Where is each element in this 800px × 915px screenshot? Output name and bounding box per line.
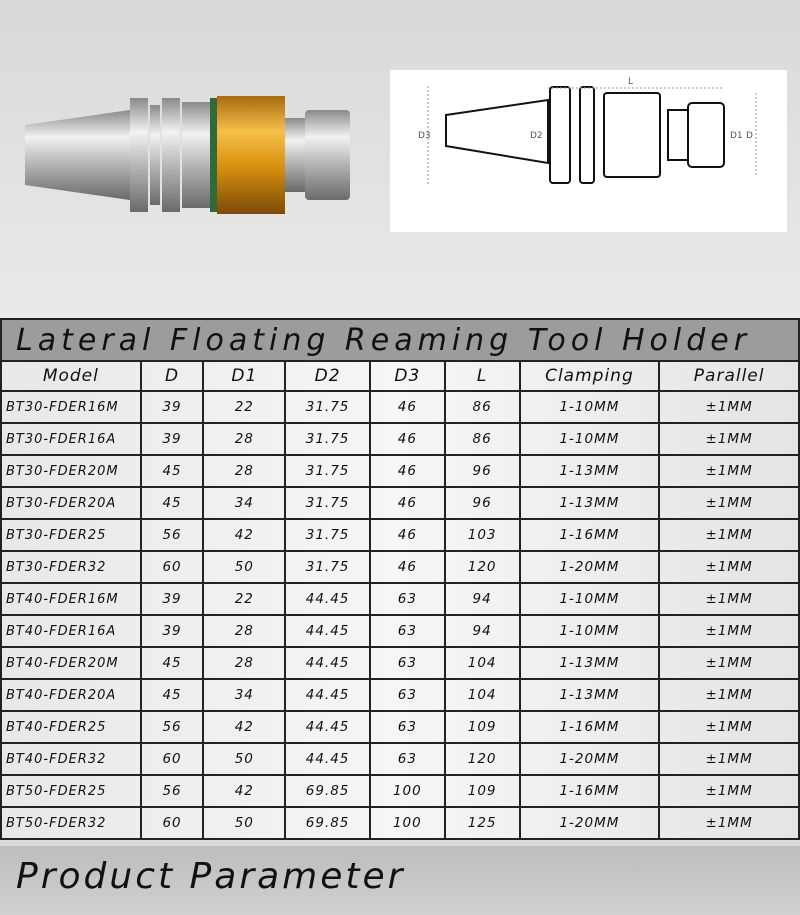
table-cell: 34 bbox=[203, 487, 285, 519]
column-header: D3 bbox=[370, 361, 445, 391]
table-cell: 60 bbox=[141, 807, 204, 839]
table-cell: 34 bbox=[203, 679, 285, 711]
table-cell: 28 bbox=[203, 423, 285, 455]
model-cell: BT40-FDER20M bbox=[1, 647, 141, 679]
model-cell: BT40-FDER32 bbox=[1, 743, 141, 775]
table-cell: 22 bbox=[203, 583, 285, 615]
table-cell: 1-20MM bbox=[520, 807, 660, 839]
model-cell: BT30-FDER16A bbox=[1, 423, 141, 455]
table-cell: 109 bbox=[445, 711, 520, 743]
table-cell: ±1MM bbox=[659, 391, 799, 423]
table-cell: 125 bbox=[445, 807, 520, 839]
label-D: D bbox=[746, 131, 753, 141]
table-cell: ±1MM bbox=[659, 615, 799, 647]
table-cell: 31.75 bbox=[285, 391, 370, 423]
table-cell: 46 bbox=[370, 487, 445, 519]
table-cell: 1-13MM bbox=[520, 679, 660, 711]
table-row bbox=[1, 423, 799, 455]
table-cell: 1-10MM bbox=[520, 615, 660, 647]
model-cell: BT50-FDER25 bbox=[1, 775, 141, 807]
column-header: L bbox=[445, 361, 520, 391]
table-cell: 31.75 bbox=[285, 487, 370, 519]
table-cell: 28 bbox=[203, 455, 285, 487]
table-cell: 69.85 bbox=[285, 807, 370, 839]
table-cell: 31.75 bbox=[285, 551, 370, 583]
table-cell: 28 bbox=[203, 615, 285, 647]
table-row bbox=[1, 679, 799, 711]
table-cell: 1-10MM bbox=[520, 583, 660, 615]
column-header: D1 bbox=[203, 361, 285, 391]
table-cell: 46 bbox=[370, 519, 445, 551]
table-cell: ±1MM bbox=[659, 711, 799, 743]
table-cell: 28 bbox=[203, 647, 285, 679]
column-header: D bbox=[141, 361, 204, 391]
table-cell: 1-20MM bbox=[520, 551, 660, 583]
table-cell: 44.45 bbox=[285, 711, 370, 743]
label-D1: D1 bbox=[730, 131, 743, 141]
table-row bbox=[1, 647, 799, 679]
table-cell: 63 bbox=[370, 743, 445, 775]
table-cell: 46 bbox=[370, 423, 445, 455]
table-cell: 63 bbox=[370, 647, 445, 679]
model-cell: BT40-FDER25 bbox=[1, 711, 141, 743]
table-row bbox=[1, 519, 799, 551]
footer-title: Product Parameter bbox=[16, 856, 406, 897]
table-cell: 103 bbox=[445, 519, 520, 551]
table-cell: 94 bbox=[445, 615, 520, 647]
table-cell: 104 bbox=[445, 679, 520, 711]
table-cell: 60 bbox=[141, 743, 204, 775]
tool-holder-photo bbox=[20, 80, 380, 230]
table-cell: 56 bbox=[141, 711, 204, 743]
table-cell: 63 bbox=[370, 583, 445, 615]
table-cell: 1-16MM bbox=[520, 711, 660, 743]
table-cell: 42 bbox=[203, 775, 285, 807]
table-cell: 1-13MM bbox=[520, 487, 660, 519]
table-cell: 39 bbox=[141, 615, 204, 647]
table-row bbox=[1, 711, 799, 743]
table-cell: 63 bbox=[370, 711, 445, 743]
model-cell: BT30-FDER25 bbox=[1, 519, 141, 551]
table-row bbox=[1, 743, 799, 775]
model-cell: BT40-FDER16M bbox=[1, 583, 141, 615]
table-cell: 44.45 bbox=[285, 743, 370, 775]
label-L: L bbox=[628, 77, 634, 87]
table-cell: 39 bbox=[141, 423, 204, 455]
table-cell: 120 bbox=[445, 551, 520, 583]
table-cell: 69.85 bbox=[285, 775, 370, 807]
table-cell: 94 bbox=[445, 583, 520, 615]
table-cell: 39 bbox=[141, 583, 204, 615]
table-cell: 1-10MM bbox=[520, 423, 660, 455]
dimension-drawing bbox=[390, 70, 787, 232]
table-cell: 1-10MM bbox=[520, 391, 660, 423]
table-cell: 104 bbox=[445, 647, 520, 679]
table-cell: 86 bbox=[445, 391, 520, 423]
footer-banner bbox=[0, 846, 800, 915]
table-cell: ±1MM bbox=[659, 583, 799, 615]
table-cell: 56 bbox=[141, 775, 204, 807]
model-cell: BT40-FDER20A bbox=[1, 679, 141, 711]
table-cell: 50 bbox=[203, 743, 285, 775]
model-cell: BT30-FDER20M bbox=[1, 455, 141, 487]
table-cell: 1-20MM bbox=[520, 743, 660, 775]
model-cell: BT30-FDER20A bbox=[1, 487, 141, 519]
table-cell: 46 bbox=[370, 455, 445, 487]
table-cell: 31.75 bbox=[285, 423, 370, 455]
table-cell: 44.45 bbox=[285, 583, 370, 615]
spec-table bbox=[0, 318, 800, 840]
table-row bbox=[1, 615, 799, 647]
table-cell: 1-13MM bbox=[520, 455, 660, 487]
table-cell: 42 bbox=[203, 519, 285, 551]
table-cell: 44.45 bbox=[285, 647, 370, 679]
table-cell: 100 bbox=[370, 775, 445, 807]
table-cell: 45 bbox=[141, 647, 204, 679]
table-cell: 44.45 bbox=[285, 615, 370, 647]
table-row bbox=[1, 455, 799, 487]
table-cell: 96 bbox=[445, 487, 520, 519]
table-cell: ±1MM bbox=[659, 423, 799, 455]
model-cell: BT30-FDER16M bbox=[1, 391, 141, 423]
column-header: Clamping bbox=[520, 361, 660, 391]
table-cell: 109 bbox=[445, 775, 520, 807]
table-cell: 44.45 bbox=[285, 679, 370, 711]
table-row bbox=[1, 551, 799, 583]
table-row bbox=[1, 487, 799, 519]
table-cell: 96 bbox=[445, 455, 520, 487]
table-cell: 39 bbox=[141, 391, 204, 423]
table-cell: ±1MM bbox=[659, 455, 799, 487]
label-D2: D2 bbox=[530, 131, 543, 141]
table-cell: ±1MM bbox=[659, 487, 799, 519]
column-header: Model bbox=[1, 361, 141, 391]
table-cell: ±1MM bbox=[659, 743, 799, 775]
model-cell: BT30-FDER32 bbox=[1, 551, 141, 583]
table-cell: 50 bbox=[203, 551, 285, 583]
table-cell: 63 bbox=[370, 615, 445, 647]
table-cell: 22 bbox=[203, 391, 285, 423]
table-cell: ±1MM bbox=[659, 647, 799, 679]
model-cell: BT50-FDER32 bbox=[1, 807, 141, 839]
table-cell: 31.75 bbox=[285, 519, 370, 551]
table-cell: 45 bbox=[141, 455, 204, 487]
table-cell: ±1MM bbox=[659, 807, 799, 839]
table-cell: 42 bbox=[203, 711, 285, 743]
table-row bbox=[1, 807, 799, 839]
table-cell: 45 bbox=[141, 679, 204, 711]
label-D3: D3 bbox=[418, 131, 431, 141]
table-cell: 56 bbox=[141, 519, 204, 551]
table-cell: 1-13MM bbox=[520, 647, 660, 679]
table-row bbox=[1, 775, 799, 807]
column-header: D2 bbox=[285, 361, 370, 391]
table-cell: 50 bbox=[203, 807, 285, 839]
table-cell: 1-16MM bbox=[520, 775, 660, 807]
table-cell: ±1MM bbox=[659, 775, 799, 807]
table-cell: 100 bbox=[370, 807, 445, 839]
table-row bbox=[1, 391, 799, 423]
table-cell: ±1MM bbox=[659, 551, 799, 583]
table-cell: 46 bbox=[370, 551, 445, 583]
table-cell: 86 bbox=[445, 423, 520, 455]
table-title: Lateral Floating Reaming Tool Holder bbox=[1, 319, 799, 361]
table-cell: 46 bbox=[370, 391, 445, 423]
table-cell: ±1MM bbox=[659, 679, 799, 711]
table-cell: 60 bbox=[141, 551, 204, 583]
table-row bbox=[1, 583, 799, 615]
column-header: Parallel bbox=[659, 361, 799, 391]
table-cell: ±1MM bbox=[659, 519, 799, 551]
model-cell: BT40-FDER16A bbox=[1, 615, 141, 647]
table-cell: 63 bbox=[370, 679, 445, 711]
table-cell: 31.75 bbox=[285, 455, 370, 487]
table-cell: 120 bbox=[445, 743, 520, 775]
table-cell: 45 bbox=[141, 487, 204, 519]
table-cell: 1-16MM bbox=[520, 519, 660, 551]
